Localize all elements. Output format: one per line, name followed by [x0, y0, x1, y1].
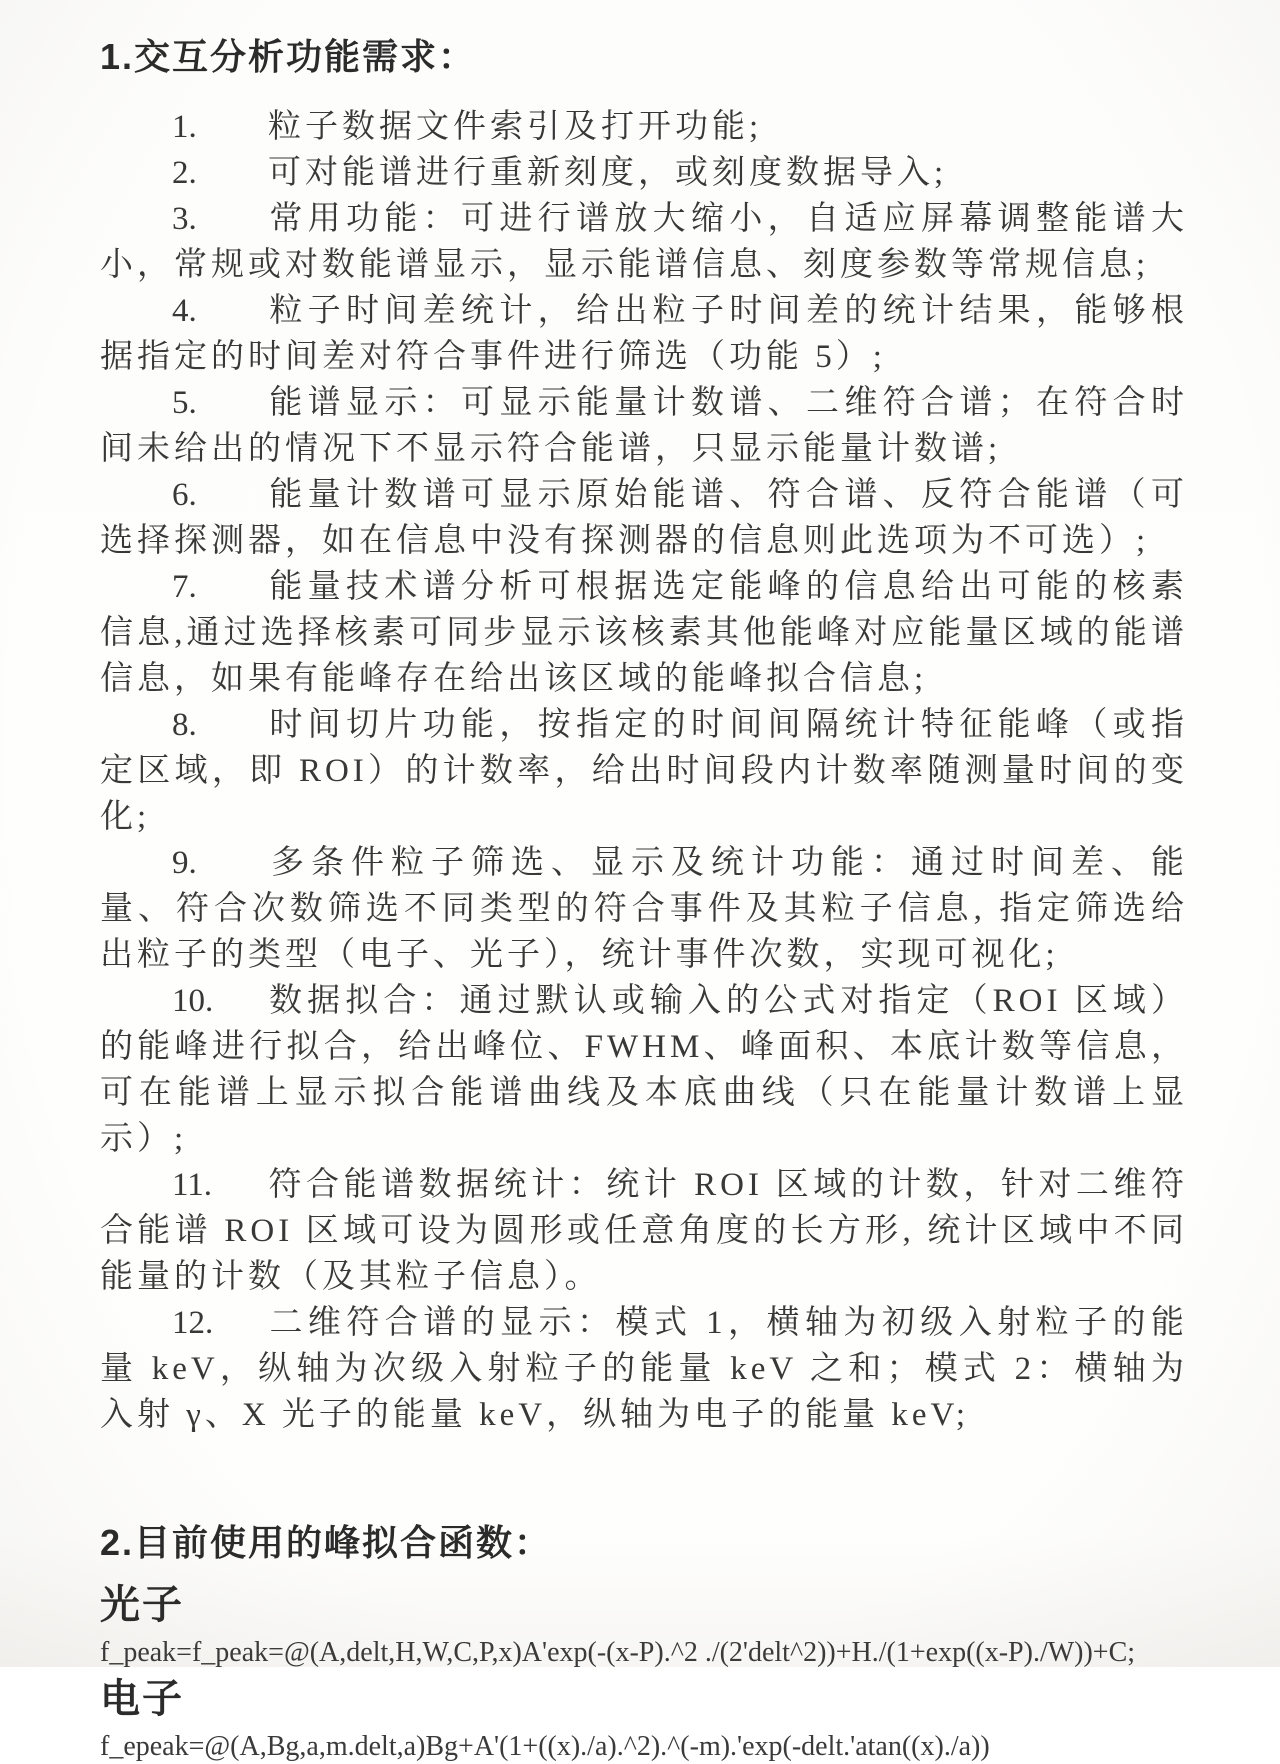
item-number: 8. [172, 707, 197, 743]
item-text: 能谱显示：可显示能量计数谱、二维符合谱；在符合时间未给出的情况下不显示符合能谱，只显示能量计数谱; [100, 385, 1188, 467]
list-item [100, 104, 1188, 150]
item-number: 11. [172, 1167, 213, 1203]
item-number: 3. [172, 201, 197, 237]
item-number: 1. [172, 109, 197, 145]
list-item [100, 702, 1188, 840]
list-item [100, 196, 1188, 288]
list-item [100, 150, 1188, 196]
item-text: 常用功能：可进行谱放大缩小，自适应屏幕调整能谱大小，常规或对数能谱显示，显示能谱信息、刻度参数等常规信息; [100, 201, 1188, 283]
item-number: 7. [172, 569, 197, 605]
item-number: 6. [172, 477, 197, 513]
list-item [100, 288, 1188, 380]
item-text: 能量技术谱分析可根据选定能峰的信息给出可能的核素信息,通过选择核素可同步显示该核素其他能峰对应能量区域的能谱信息，如果有能峰存在给出该区域的能峰拟合信息; [100, 569, 1188, 697]
item-number: 4. [172, 293, 197, 329]
item-number: 12. [172, 1305, 214, 1341]
item-number: 2. [172, 155, 197, 191]
list-item [100, 380, 1188, 472]
item-text: 粒子数据文件索引及打开功能; [268, 109, 763, 145]
item-text: 多条件粒子筛选、显示及统计功能：通过时间差、能量、符合次数筛选不同类型的符合事件及其粒子信息, 指定筛选给出粒子的类型（电子、光子），统计事件次数，实现可视化; [100, 845, 1188, 973]
list-item [100, 1162, 1188, 1300]
electron-label: 电子 [100, 1677, 184, 1721]
list-item [100, 472, 1188, 564]
list-item [100, 1300, 1188, 1438]
list-item [100, 978, 1188, 1162]
section1-title: 1.交互分析功能需求： [100, 36, 477, 77]
requirements-list [100, 104, 1188, 1438]
item-text: 时间切片功能，按指定的时间间隔统计特征能峰（或指定区域，即 ROI）的计数率，给出时间段内计数率随测量时间的变化; [100, 707, 1188, 835]
item-number: 10. [172, 983, 214, 1019]
electron-peak-formula: f_epeak=@(A,Bg,a,m.delt,a)Bg+A'(1+((x)./a).^2).^(-m).'exp(-delt.'atan((x)./a)) [100, 1731, 990, 1762]
item-text: 数据拟合：通过默认或输入的公式对指定（ROI 区域）的能峰进行拟合，给出峰位、FWHM、峰面积、本底计数等信息，可在能谱上显示拟合能谱曲线及本底曲线（只在能量计数谱上显示）; [100, 983, 1188, 1157]
list-item [100, 564, 1188, 702]
item-text: 二维符合谱的显示：模式 1，横轴为初级入射粒子的能量 keV，纵轴为次级入射粒子的能量 keV 之和；模式 2：横轴为入射 γ、X 光子的能量 keV，纵轴为电子的能量 keV; [100, 1305, 1188, 1433]
item-number: 9. [172, 845, 197, 881]
list-item [100, 840, 1188, 978]
section2-title: 2.目前使用的峰拟合函数： [100, 1522, 553, 1563]
item-number: 5. [172, 385, 197, 421]
item-text: 可对能谱进行重新刻度，或刻度数据导入; [268, 155, 948, 191]
item-text: 能量计数谱可显示原始能谱、符合谱、反符合能谱（可选择探测器，如在信息中没有探测器的信息则此选项为不可选）; [100, 477, 1188, 559]
item-text: 粒子时间差统计，给出粒子时间差的统计结果，能够根据指定的时间差对符合事件进行筛选（功能 5）; [100, 293, 1188, 375]
photon-label: 光子 [100, 1583, 184, 1627]
photon-peak-formula: f_peak=f_peak=@(A,delt,H,W,C,P,x)A'exp(-(x-P).^2 ./(2'delt^2))+H./(1+exp((x-P)./W))+C; [100, 1637, 1136, 1668]
item-text: 符合能谱数据统计：统计 ROI 区域的计数，针对二维符合能谱 ROI 区域可设为圆形或任意角度的长方形, 统计区域中不同能量的计数（及其粒子信息）。 [100, 1167, 1188, 1295]
